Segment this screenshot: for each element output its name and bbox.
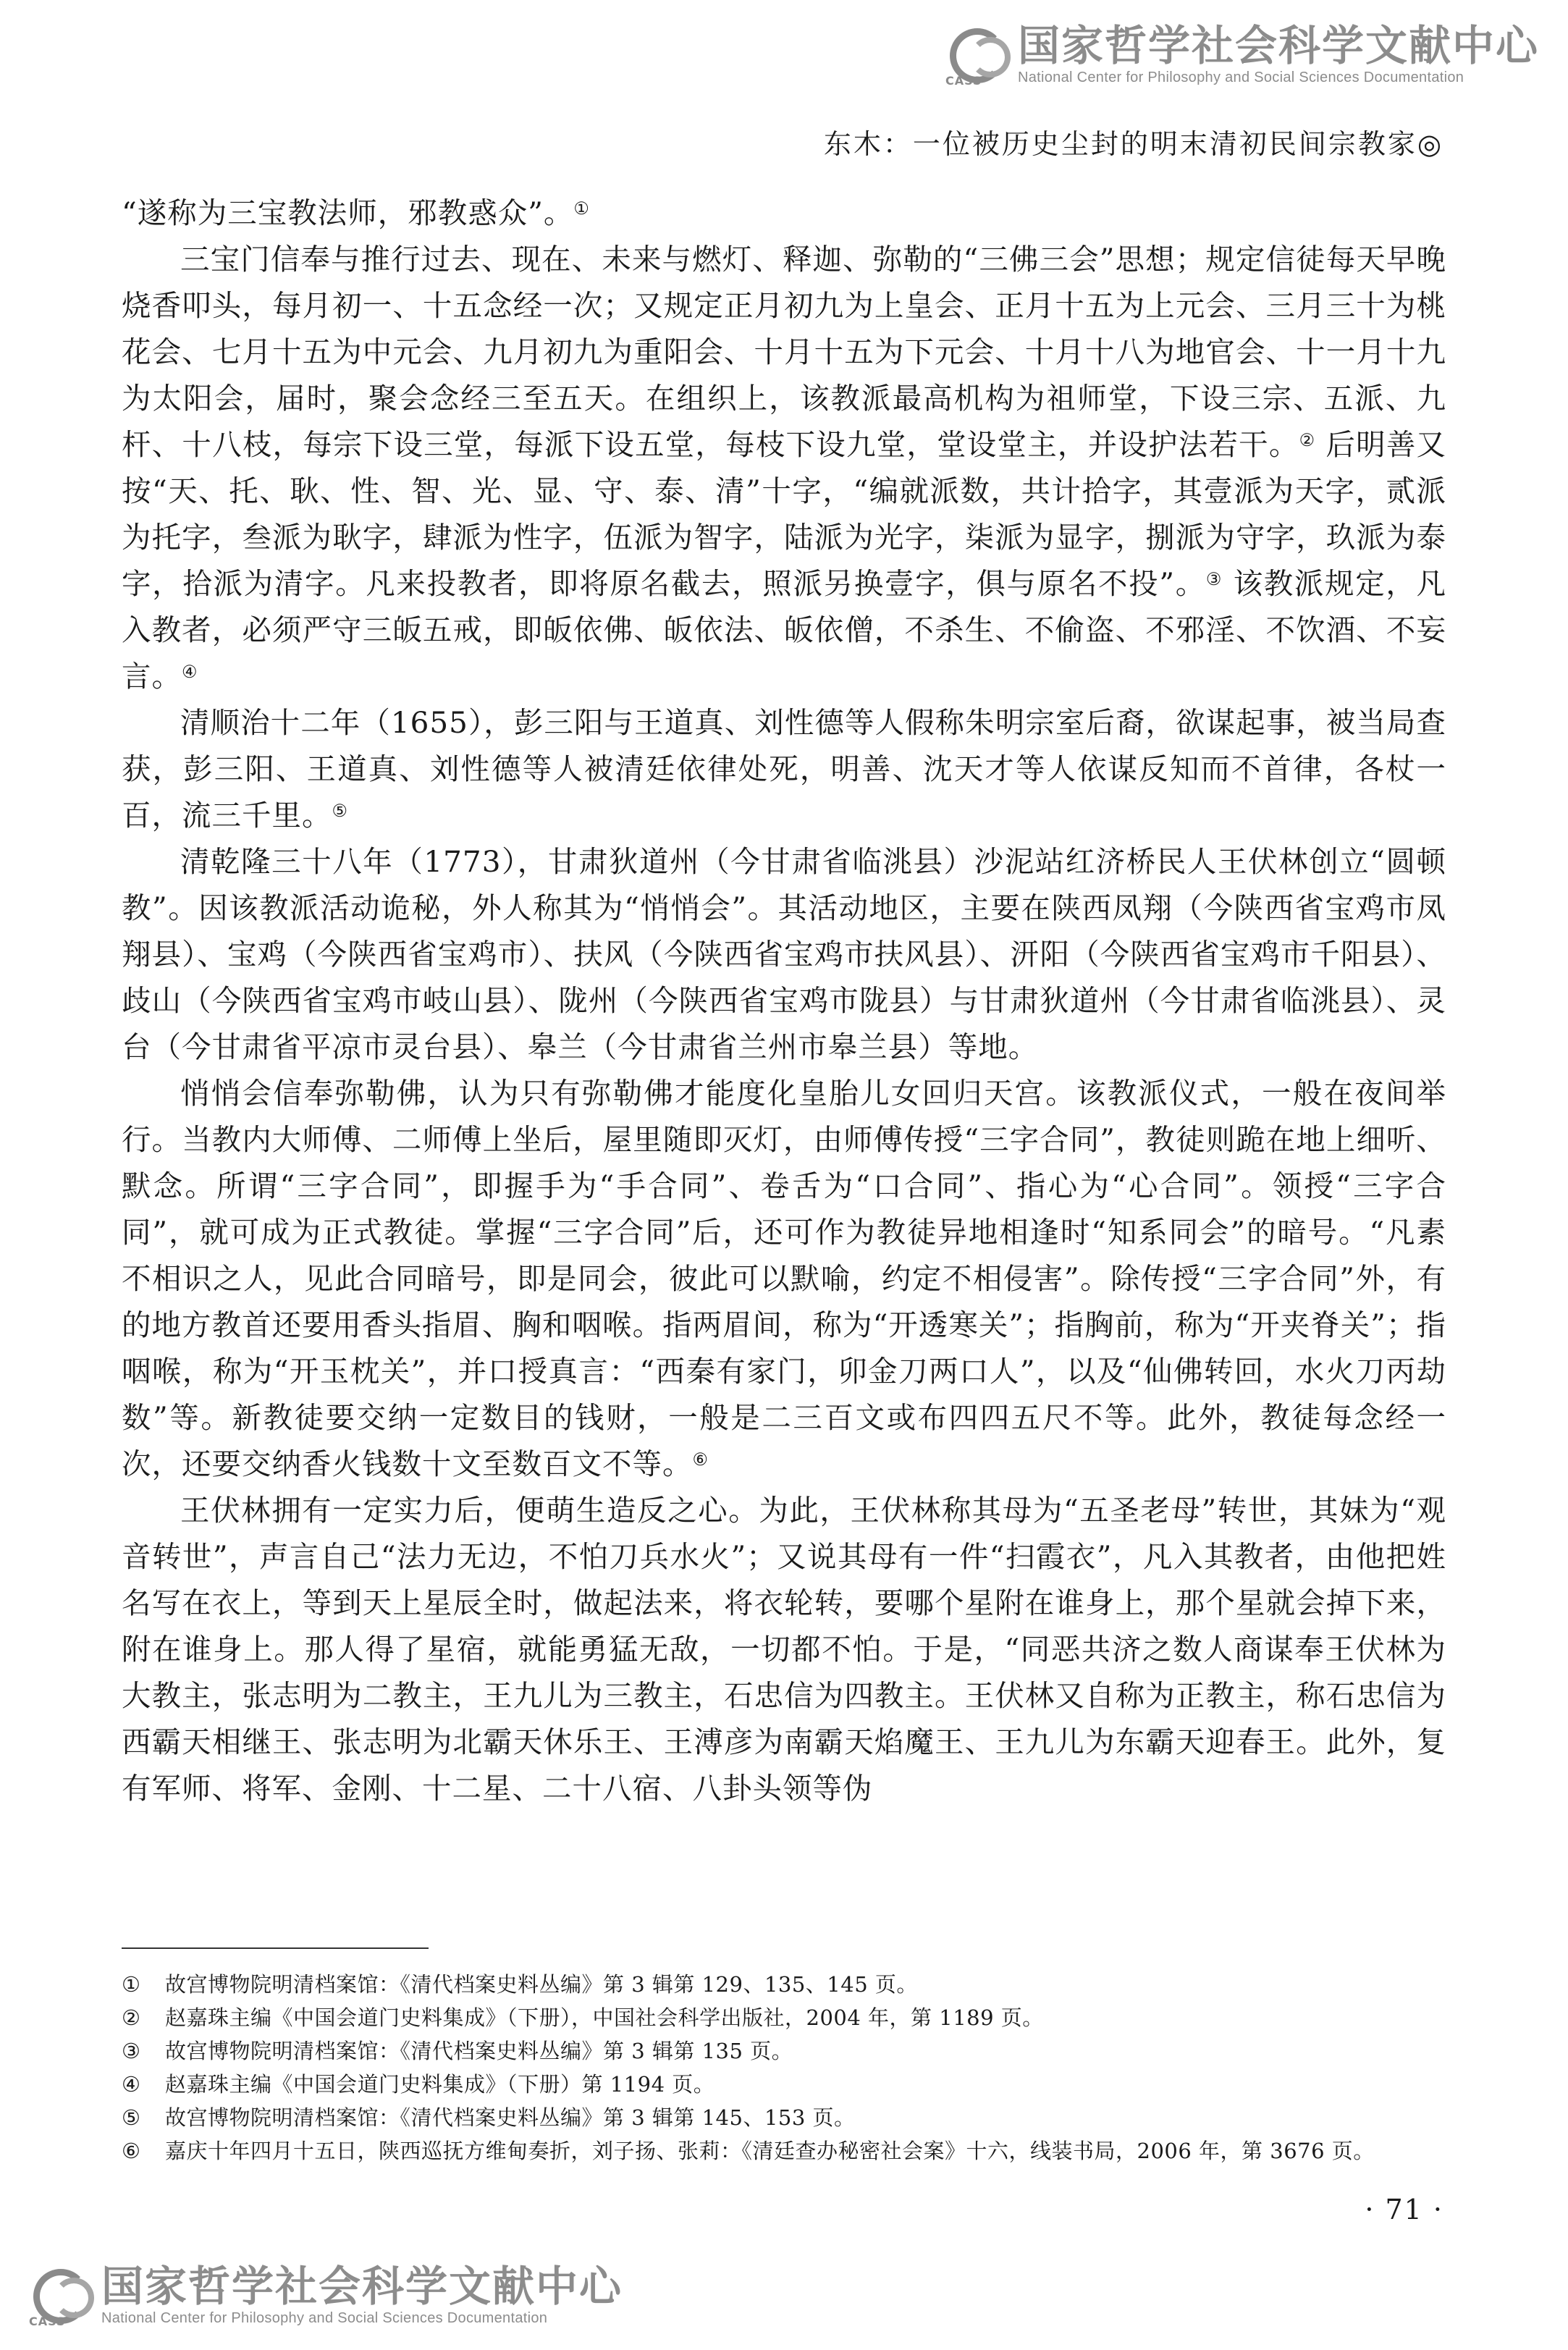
- footnote-item: ① 故宫博物院明清档案馆：《清代档案史料丛编》第 3 辑第 129、135、145 页。: [122, 1972, 918, 1997]
- footnote-ref[interactable]: ④: [182, 662, 198, 682]
- footnote-item: ③ 故宫博物院明清档案馆：《清代档案史料丛编》第 3 辑第 135 页。: [122, 2039, 793, 2063]
- logo-english-name: National Center for Philosophy and Social Sciences Documentation: [101, 2310, 548, 2326]
- footnote-ref[interactable]: ①: [573, 198, 590, 219]
- footnote-ref[interactable]: ⑥: [692, 1449, 709, 1470]
- logo-chinese-name: 国家哲学社会科学文献中心: [1017, 21, 1539, 70]
- article-body: [122, 190, 1446, 1811]
- paragraph-5: 悄悄会信奉弥勒佛，认为只有弥勒佛才能度化皇胎儿女回归天宫。该教派仪式，一般在夜间举行。当教内大师傅、二师傅上坐后，屋里随即灭灯，由师傅传授“三字合同”，教徒则跪在地上细听、默念。所谓“三字合同”，即握手为“手合同”、卷舌为“口合同”、指心为“心合同”。领授“三字合同”，就可成为正式教徒。掌握“三字合同”后，还可作为教徒异地相逢时“知系同会”的暗号。“凡素不相识之人，见此合同暗号，即是同会，彼此可以默喻，约定不相侵害”。除传授“三字合同”外，有的地方教首还要用香头指眉、胸和咽喉。指两眉间，称为“开透寒关”；指胸前，称为“开夹脊关”；指咽喉，称为“开玉枕关”，并口授真言：“西秦有家门，卯金刀两口人”，以及“仙佛转回，水火刀丙劫数”等。新教徒要交纳一定数目的钱财，一般是二三百文或布四四五尺不等。此外，教徒每念经一次，还要交纳香火钱数十文至数百文不等。⑥: [122, 1076, 1446, 1481]
- cass-logo-icon: CASS: [29, 2263, 91, 2325]
- footnote-ref[interactable]: ⑤: [332, 801, 349, 821]
- paragraph-6: 王伏林拥有一定实力后，便萌生造反之心。为此，王伏林称其母为“五圣老母”转世，其妹为“观音转世”，声言自己“法力无边，不怕刀兵水火”；又说其母有一件“扫霞衣”，凡入其教者，由他把姓名写在衣上，等到天上星辰全时，做起法来，将衣轮转，要哪个星附在谁身上，那个星就会掉下来，附在谁身上。那人得了星宿，就能勇猛无敌，一切都不怕。于是，“同恶共济之数人商谋奉王伏林为大教主，张志明为二教主，王九儿为三教主，石忠信为四教主。王伏林又自称为正教主，称石忠信为西霸天相继王、张志明为北霸天休乐王、王溥彦为南霸天焰魔王、王九儿为东霸天迎春王。此外，复有军师、将军、金刚、十二星、二十八宿、八卦头领等伪: [122, 1493, 1446, 1806]
- footnote-item: ④ 赵嘉珠主编《中国会道门史料集成》（下册）第 1194 页。: [122, 2072, 715, 2097]
- page-number: · 71 ·: [1365, 2194, 1443, 2225]
- logo-english-name: National Center for Philosophy and Social Sciences Documentation: [1017, 70, 1464, 85]
- footnote-item: ② 赵嘉珠主编《中国会道门史料集成》（下册），中国社会科学出版社，2004 年，第 1189 页。: [122, 2005, 1044, 2030]
- paragraph-3: 清顺治十二年（1655），彭三阳与王道真、刘性德等人假称朱明宗室后裔，欲谋起事，被当局查获，彭三阳、王道真、刘性德等人被清廷依律处死，明善、沈天才等人依谋反知而不首律，各杖一百，流三千里。⑤: [122, 705, 1446, 833]
- paragraph-1: “遂称为三宝教法师，邪教惑众”。①: [122, 195, 590, 230]
- footnote-item: ⑥ 嘉庆十年四月十五日，陕西巡抚方维甸奏折，刘子扬、张莉：《清廷查办秘密社会案》十六，线装书局，2006 年，第 3676 页。: [122, 2139, 1375, 2163]
- footnote-item: ⑤ 故宫博物院明清档案馆：《清代档案史料丛编》第 3 辑第 145、153 页。: [122, 2105, 856, 2130]
- header-logo: [945, 21, 1539, 88]
- footer-logo: [29, 2262, 623, 2326]
- running-head: 东木：一位被历史尘封的明末清初民间宗教家◎: [823, 128, 1443, 160]
- footnote-ref[interactable]: ③: [1205, 569, 1223, 589]
- footnotes: [122, 1968, 1446, 2168]
- footnote-ref[interactable]: ②: [1299, 430, 1316, 450]
- paragraph-4: 清乾隆三十八年（1773），甘肃狄道州（今甘肃省临洮县）沙泥站红济桥民人王伏林创立“圆顿教”。因该教派活动诡秘，外人称其为“悄悄会”。其活动地区，主要在陕西凤翔（今陕西省宝鸡市凤翔县）、宝鸡（今陕西省宝鸡市）、扶风（今陕西省宝鸡市扶风县）、汧阳（今陕西省宝鸡市千阳县）、歧山（今陕西省宝鸡市岐山县）、陇州（今陕西省宝鸡市陇县）与甘肃狄道州（今甘肃省临洮县）、灵台（今甘肃省平凉市灵台县）、皋兰（今甘肃省兰州市皋兰县）等地。: [122, 844, 1446, 1064]
- cass-logo-icon: CASS: [945, 22, 1008, 85]
- footnote-divider: [122, 1947, 429, 1949]
- logo-chinese-name: 国家哲学社会科学文献中心: [101, 2262, 623, 2311]
- paragraph-2: 三宝门信奉与推行过去、现在、未来与燃灯、释迦、弥勒的“三佛三会”思想；规定信徒每天早晚烧香叩头，每月初一、十五念经一次；又规定正月初九为上皇会、正月十五为上元会、三月三十为桃花会、七月十五为中元会、九月初九为重阳会、十月十五为下元会、十月十八为地官会、十一月十九为太阳会，届时，聚会念经三至五天。在组织上，该教派最高机构为祖师堂，下设三宗、五派、九杆、十八枝，每宗下设三堂，每派下设五堂，每枝下设九堂，堂设堂主，并设护法若干。② 后明善又按“天、托、耿、性、智、光、显、守、泰、清”十字，“编就派数，共计拾字，其壹派为天字，贰派为托字，叁派为耿字，肆派为性字，伍派为智字，陆派为光字，柒派为显字，捌派为守字，玖派为泰字，拾派为清字。凡来投教者，即将原名截去，照派另换壹字，俱与原名不投”。③ 该教派规定，凡入教者，必须严守三皈五戒，即皈依佛、皈依法、皈依僧，不杀生、不偷盗、不邪淫、不饮酒、不妄言。④: [122, 242, 1447, 694]
